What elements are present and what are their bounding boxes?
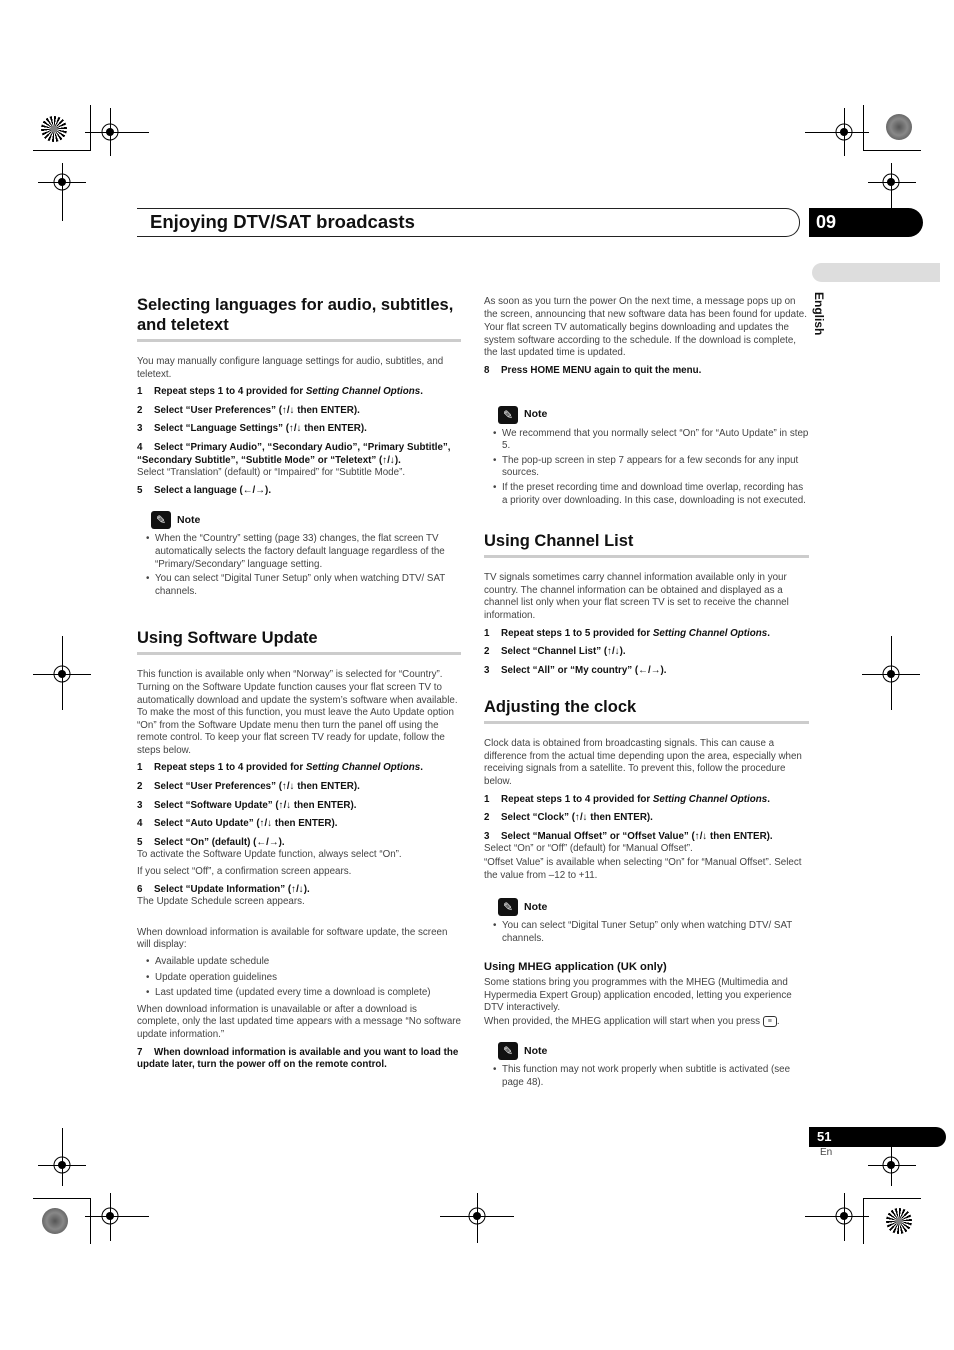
step-item: 4 Select “Auto Update” (↑/↓ then ENTER).: [137, 818, 338, 830]
note-item: • You can select “Digital Tuner Setup” only when watching DTV/ SAT channels.: [146, 573, 461, 598]
step-item: 3 Select “Software Update” (↑/↓ then ENTER).: [137, 799, 357, 811]
note-item: • We recommend that you normally select “On” for “Auto Update” in step 5.: [493, 428, 809, 453]
section-title-languages: Selecting languages for audio, subtitles, and teletext: [137, 295, 461, 342]
step-item: 3 Select “Manual Offset” or “Offset Value” (↑/↓ then ENTER).: [484, 830, 773, 842]
note-item: • If the preset recording time and download time overlap, recording has a priority over downloading. In this case, downloading is not executed.: [493, 482, 809, 507]
step-item: 4 Select “Primary Audio”, “Secondary Audio”, “Primary Subtitle”, “Secondary Subtitle”, “Subtitle Mode” or “Teletext” (↑/↓).: [137, 441, 451, 466]
note-item: • The pop-up screen in step 7 appears for a few seconds for any input sources.: [493, 455, 809, 480]
note-heading: [151, 511, 461, 529]
section-intro: You may manually configure language settings for audio, subtitles, and teletext.: [137, 356, 444, 380]
registration-crosshair-icon: [466, 1205, 488, 1227]
step-item: 3 Select “All” or “My country” (←/→).: [484, 664, 667, 676]
download-list: [146, 956, 461, 1000]
note-item: • When the “Country” setting (page 33) changes, the flat screen TV automatically selects the factory default language regardless of the “Primary/Secondary” language setting.: [146, 533, 461, 571]
section-intro: TV signals sometimes carry channel information available only in your country. The channel information can be obtained and displayed as a channel list only when your flat screen TV is set to receive the channel information.: [484, 572, 789, 621]
note-pencil-icon: ✎: [498, 1042, 518, 1060]
step-item: 5 Select “On” (default) (←/→).: [137, 836, 285, 848]
note-list: [146, 533, 461, 598]
step-detail: “Offset Value” is available when selecting “On” for “Manual Offset”. Select the value from –12 to +11.: [484, 857, 802, 881]
language-tab: [812, 263, 940, 282]
section-intro: Clock data is obtained from broadcasting signals. This can cause a difference from the actual time depending upon the area, especially when receiving signals from a satellite. To prevent this, follow the procedure below.: [484, 738, 802, 788]
registration-crosshair-icon: [99, 1205, 121, 1227]
step-item: 1 Repeat steps 1 to 4 provided for Setting Channel Options.: [484, 793, 770, 805]
note-label: Note: [524, 900, 548, 913]
step-item: 1 Repeat steps 1 to 5 provided for Setting Channel Options.: [484, 627, 770, 639]
chapter-number: 09: [816, 212, 837, 232]
mheg-heading: Using MHEG application (UK only): [484, 961, 667, 974]
mheg-text: Some stations bring you programmes with the MHEG (Multimedia and Hypermedia Expert Group) application encoded, letting you experience DTV interactively.: [484, 977, 792, 1014]
step-item: 6 Select “Update Information” (↑/↓).: [137, 883, 310, 895]
step-item: 7 When download information is available and you want to load the update later, turn the power off on the remote control.: [137, 1046, 459, 1071]
continued-text: As soon as you turn the power On the next time, a message pops up on the screen, announcing that new software data has been found for update.: [484, 296, 807, 320]
unavailable-text: When download information is unavailable or after a download is complete, only the last updated time appears with a message “No software update information.”: [137, 1003, 462, 1040]
mheg-text-2: When provided, the MHEG application will start when you press ≡ .: [484, 1015, 780, 1027]
step-item: 5 Select a language (←/→).: [137, 484, 272, 496]
step-item: 1 Repeat steps 1 to 4 provided for Setting Channel Options.: [137, 386, 423, 398]
section-title-channel-list: Using Channel List: [484, 531, 809, 558]
note-label: Note: [177, 514, 201, 527]
page-number: 51: [817, 1129, 832, 1144]
registration-crosshair-icon: [880, 663, 902, 685]
language-label: English: [812, 292, 826, 336]
note-item: • This function may not work properly when subtitle is activated (see page 48).: [493, 1064, 809, 1089]
right-column: [484, 296, 809, 1092]
note-pencil-icon: ✎: [498, 406, 518, 424]
step-item: 3 Select “Language Settings” (↑/↓ then ENTER).: [137, 423, 367, 435]
list-item: • Last updated time (updated every time a download is complete): [146, 987, 461, 1000]
registration-crosshair-icon: [880, 171, 902, 193]
registration-crosshair-icon: [51, 1154, 73, 1176]
note-label: Note: [524, 1045, 548, 1058]
note-item: • You can select “Digital Tuner Setup” only when watching DTV/ SAT channels.: [493, 920, 809, 945]
left-column: [137, 295, 461, 1078]
note-heading: [498, 1042, 809, 1060]
section-title-clock: Adjusting the clock: [484, 697, 809, 724]
continued-text: Your flat screen TV automatically begins downloading and updates the system software according to the schedule. If the download is complete, the last updated time is updated.: [484, 322, 797, 359]
step-item: 1 Repeat steps 1 to 4 provided for Setting Channel Options.: [137, 762, 423, 774]
step-detail: Select “On” or “Off” (default) for “Manual Offset”.: [484, 843, 693, 855]
list-item: • Available update schedule: [146, 956, 461, 969]
registration-crosshair-icon: [99, 121, 121, 143]
page-language: En: [820, 1147, 833, 1158]
registration-crosshair-icon: [833, 121, 855, 143]
registration-disc-icon: [41, 116, 67, 142]
registration-crosshair-icon: [51, 171, 73, 193]
registration-crosshair-icon: [51, 663, 73, 685]
registration-crosshair-icon: [833, 1205, 855, 1227]
teletext-button-icon: ≡: [763, 1016, 777, 1027]
note-list: [493, 920, 809, 945]
step-item: 8 Press HOME MENU again to quit the menu.: [484, 364, 702, 376]
note-pencil-icon: ✎: [151, 511, 171, 529]
registration-disc-icon: [886, 1208, 912, 1234]
step-item: 2 Select “User Preferences” (↑/↓ then ENTER).: [137, 781, 360, 793]
registration-crosshair-icon: [880, 1154, 902, 1176]
section-intro: This function is available only when “Norway” is selected for “Country”. Turning on the Software Update function causes your flat screen TV to automatically download and update the system’s software when available. To make the most of this function, you must leave the Auto Update option “On” from the Software Update menu then turn the panel off using the remote control. To keep your flat screen TV ready for update, follow the steps below.: [137, 669, 458, 756]
step-item: 2 Select “Clock” (↑/↓ then ENTER).: [484, 812, 653, 824]
step-item: 2 Select “User Preferences” (↑/↓ then ENTER).: [137, 404, 360, 416]
step-detail: The Update Schedule screen appears.: [137, 896, 305, 908]
step-detail: If you select “Off”, a confirmation screen appears.: [137, 866, 352, 878]
registration-disc-icon: [42, 1208, 68, 1234]
note-list: [493, 1064, 809, 1089]
section-title-software-update: Using Software Update: [137, 628, 461, 655]
step-detail: To activate the Software Update function, always select “On”.: [137, 849, 402, 861]
step-detail: Select “Translation” (default) or “Impaired” for “Subtitle Mode”.: [137, 467, 406, 479]
note-heading: [498, 898, 809, 916]
note-heading: [498, 406, 809, 424]
note-list: [493, 428, 809, 508]
page-title: Enjoying DTV/SAT broadcasts: [150, 211, 415, 232]
note-pencil-icon: ✎: [498, 898, 518, 916]
list-item: • Update operation guidelines: [146, 972, 461, 985]
download-intro: When download information is available for software update, the screen will display:: [137, 926, 448, 951]
registration-disc-icon: [886, 114, 912, 140]
note-label: Note: [524, 408, 548, 421]
step-item: 2 Select “Channel List” (↑/↓).: [484, 646, 626, 658]
